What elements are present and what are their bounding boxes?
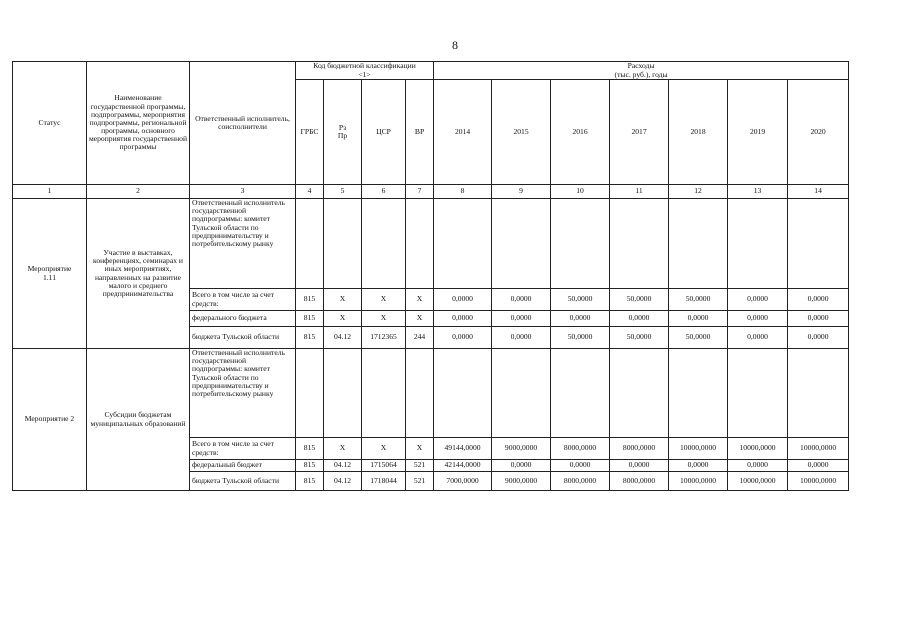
rzpr-cell: X	[324, 311, 362, 327]
expense-cell: 0,0000	[788, 289, 849, 311]
expense-cell: 0,0000	[669, 460, 728, 472]
empty-cell	[728, 199, 788, 289]
grbs-cell: 815	[296, 460, 324, 472]
empty-cell	[362, 199, 406, 289]
funding-source-label: федеральный бюджет	[190, 460, 296, 472]
column-number: 4	[296, 185, 324, 199]
empty-cell	[788, 349, 849, 438]
vr-cell: 244	[406, 327, 434, 349]
column-number: 12	[669, 185, 728, 199]
expense-cell: 0,0000	[551, 311, 610, 327]
vr-cell: X	[406, 311, 434, 327]
empty-cell	[610, 349, 669, 438]
rzpr-cell: 04.12	[324, 327, 362, 349]
header-year: 2017	[610, 80, 669, 185]
event-executor: Ответственный исполнитель государственной подпрограммы: комитет Тульской области по предпринимательству и потребительскому рынку	[190, 349, 296, 438]
csr-cell: 1718044	[362, 472, 406, 491]
event-status: Мероприятие 2	[13, 349, 87, 491]
header-year: 2015	[492, 80, 551, 185]
expense-cell: 42144,0000	[434, 460, 492, 472]
funding-source-label: бюджета Тульской области	[190, 472, 296, 491]
column-number: 14	[788, 185, 849, 199]
empty-cell	[406, 199, 434, 289]
event-name: Участие в выставках, конференциях, семинарах и иных мероприятиях, направленных на развитие малого и среднего предпринимательства	[87, 199, 190, 349]
expense-cell: 0,0000	[434, 311, 492, 327]
empty-cell	[362, 349, 406, 438]
header-rzpr: Рз Пр	[324, 80, 362, 185]
expense-cell: 0,0000	[492, 289, 551, 311]
header-vr: ВР	[406, 80, 434, 185]
expense-cell: 9000,0000	[492, 472, 551, 491]
expense-cell: 9000,0000	[492, 438, 551, 460]
expense-cell: 0,0000	[434, 289, 492, 311]
empty-cell	[669, 199, 728, 289]
column-number: 2	[87, 185, 190, 199]
expense-cell: 10000,0000	[788, 438, 849, 460]
vr-cell: 521	[406, 472, 434, 491]
expense-cell: 10000,0000	[788, 472, 849, 491]
funding-source-label: федерального бюджета	[190, 311, 296, 327]
csr-cell: X	[362, 289, 406, 311]
empty-cell	[551, 349, 610, 438]
expense-cell: 8000,0000	[551, 472, 610, 491]
column-number: 6	[362, 185, 406, 199]
expense-cell: 0,0000	[788, 327, 849, 349]
empty-cell	[296, 199, 324, 289]
column-number: 7	[406, 185, 434, 199]
column-number: 3	[190, 185, 296, 199]
table-row	[13, 199, 849, 289]
empty-cell	[728, 349, 788, 438]
funding-source-label: бюджета Тульской области	[190, 327, 296, 349]
header-expenses-group: Расходы (тыс. руб.), годы	[434, 62, 849, 80]
empty-cell	[406, 349, 434, 438]
expense-cell: 50,0000	[669, 327, 728, 349]
empty-cell	[492, 199, 551, 289]
expense-cell: 0,0000	[551, 460, 610, 472]
expense-cell: 0,0000	[728, 311, 788, 327]
expense-cell: 0,0000	[728, 460, 788, 472]
expense-cell: 50,0000	[610, 289, 669, 311]
empty-cell	[434, 199, 492, 289]
rzpr-cell: 04.12	[324, 472, 362, 491]
column-number: 9	[492, 185, 551, 199]
csr-cell: 1715064	[362, 460, 406, 472]
expense-cell: 8000,0000	[610, 438, 669, 460]
event-status: Мероприятие 1.11	[13, 199, 87, 349]
header-grbs: ГРБС	[296, 80, 324, 185]
csr-cell: X	[362, 311, 406, 327]
expense-cell: 0,0000	[728, 289, 788, 311]
expense-cell: 0,0000	[492, 311, 551, 327]
event-executor: Ответственный исполнитель государственной подпрограммы: комитет Тульской области по предпринимательству и потребительскому рынку	[190, 199, 296, 289]
vr-cell: X	[406, 289, 434, 311]
empty-cell	[669, 349, 728, 438]
funding-source-label: Всего в том числе за счет средств:	[190, 438, 296, 460]
column-number: 11	[610, 185, 669, 199]
grbs-cell: 815	[296, 311, 324, 327]
header-year: 2018	[669, 80, 728, 185]
header-code-group: Код бюджетной классификации <1>	[296, 62, 434, 80]
empty-cell	[324, 349, 362, 438]
expense-cell: 8000,0000	[610, 472, 669, 491]
expense-cell: 50,0000	[669, 289, 728, 311]
expense-cell: 0,0000	[492, 460, 551, 472]
empty-cell	[551, 199, 610, 289]
header-year: 2014	[434, 80, 492, 185]
empty-cell	[788, 199, 849, 289]
grbs-cell: 815	[296, 472, 324, 491]
expense-cell: 7000,0000	[434, 472, 492, 491]
expense-cell: 0,0000	[610, 460, 669, 472]
expense-cell: 50,0000	[551, 327, 610, 349]
column-number: 8	[434, 185, 492, 199]
header-year: 2016	[551, 80, 610, 185]
expense-cell: 50,0000	[551, 289, 610, 311]
header-year: 2019	[728, 80, 788, 185]
expense-cell: 0,0000	[788, 311, 849, 327]
header-status: Статус	[13, 62, 87, 185]
empty-cell	[296, 349, 324, 438]
csr-cell: X	[362, 438, 406, 460]
event-name: Субсидии бюджетам муниципальных образований	[87, 349, 190, 491]
expense-cell: 10000,0000	[669, 472, 728, 491]
rzpr-cell: 04.12	[324, 460, 362, 472]
vr-cell: 521	[406, 460, 434, 472]
grbs-cell: 815	[296, 327, 324, 349]
empty-cell	[434, 349, 492, 438]
rzpr-cell: X	[324, 438, 362, 460]
funding-source-label: Всего в том числе за счет средств:	[190, 289, 296, 311]
empty-cell	[610, 199, 669, 289]
expense-cell: 0,0000	[434, 327, 492, 349]
expense-cell: 0,0000	[728, 327, 788, 349]
rzpr-cell: X	[324, 289, 362, 311]
expense-cell: 0,0000	[788, 460, 849, 472]
page-number: 8	[452, 38, 458, 52]
vr-cell: X	[406, 438, 434, 460]
empty-cell	[492, 349, 551, 438]
header-name: Наименование государственной программы, подпрограммы, мероприятия подпрограммы, региональной программы, основного мероприятия государственной программы	[87, 62, 190, 185]
expense-cell: 10000,0000	[728, 472, 788, 491]
column-number: 10	[551, 185, 610, 199]
expense-cell: 0,0000	[610, 311, 669, 327]
header-year: 2020	[788, 80, 849, 185]
expense-cell: 0,0000	[492, 327, 551, 349]
csr-cell: 1712365	[362, 327, 406, 349]
empty-cell	[324, 199, 362, 289]
expense-cell: 10000,0000	[669, 438, 728, 460]
grbs-cell: 815	[296, 438, 324, 460]
expense-cell: 8000,0000	[551, 438, 610, 460]
header-csr: ЦСР	[362, 80, 406, 185]
budget-table	[12, 61, 849, 491]
expense-cell: 0,0000	[669, 311, 728, 327]
header-executor: Ответственный исполнитель, соисполнители	[190, 62, 296, 185]
column-number: 13	[728, 185, 788, 199]
column-number: 1	[13, 185, 87, 199]
expense-cell: 10000,0000	[728, 438, 788, 460]
expense-cell: 50,0000	[610, 327, 669, 349]
grbs-cell: 815	[296, 289, 324, 311]
column-number: 5	[324, 185, 362, 199]
table-row	[13, 349, 849, 438]
expense-cell: 49144,0000	[434, 438, 492, 460]
